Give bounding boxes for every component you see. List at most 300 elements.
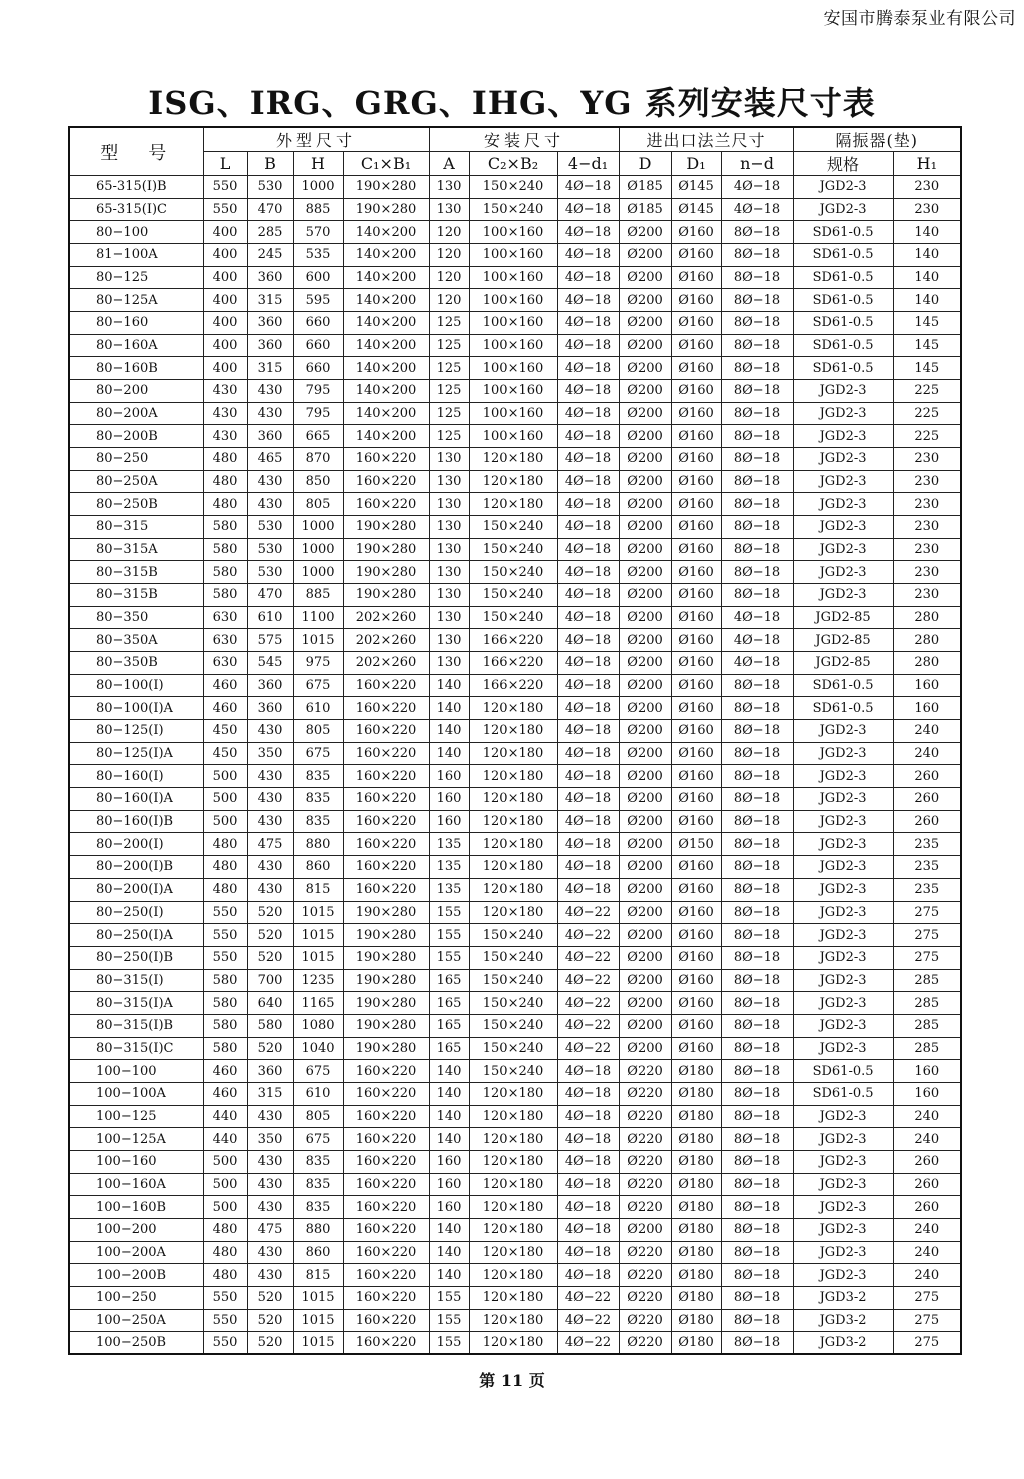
subheader-cell: D: [619, 152, 671, 176]
value-cell: 230: [893, 448, 961, 471]
value-cell: 545: [247, 652, 293, 675]
value-cell: Ø160: [671, 470, 721, 493]
value-cell: 400: [203, 266, 247, 289]
subheader-cell: C₂×B₂: [469, 152, 557, 176]
value-cell: SD61-0.5: [793, 312, 893, 335]
value-cell: 155: [429, 901, 469, 924]
model-cell: 80−160: [69, 312, 203, 335]
value-cell: 580: [203, 516, 247, 539]
value-cell: 275: [893, 1332, 961, 1355]
model-cell: 100−160A: [69, 1173, 203, 1196]
value-cell: 8Ø−18: [721, 289, 793, 312]
value-cell: 4Ø−18: [557, 697, 619, 720]
value-cell: 4Ø−18: [557, 1241, 619, 1264]
value-cell: 400: [203, 357, 247, 380]
value-cell: 8Ø−18: [721, 1173, 793, 1196]
value-cell: JGD2-3: [793, 402, 893, 425]
value-cell: Ø160: [671, 312, 721, 335]
value-cell: 4Ø−18: [557, 198, 619, 221]
value-cell: 8Ø−18: [721, 1014, 793, 1037]
value-cell: 360: [247, 674, 293, 697]
value-cell: 470: [247, 198, 293, 221]
value-cell: 260: [893, 788, 961, 811]
value-cell: 230: [893, 516, 961, 539]
value-cell: 440: [203, 1128, 247, 1151]
value-cell: 8Ø−18: [721, 538, 793, 561]
value-cell: 160×220: [343, 1309, 429, 1332]
value-cell: Ø200: [619, 1014, 671, 1037]
value-cell: 675: [293, 742, 343, 765]
table-row: [69, 901, 961, 924]
value-cell: 575: [247, 629, 293, 652]
value-cell: 140: [429, 1060, 469, 1083]
model-cell: 80−100(I): [69, 674, 203, 697]
value-cell: Ø160: [671, 516, 721, 539]
value-cell: 275: [893, 901, 961, 924]
value-cell: 4Ø−18: [557, 1082, 619, 1105]
table-body: [69, 176, 961, 1355]
value-cell: 240: [893, 1128, 961, 1151]
group-header-outline: 外型尺寸: [203, 127, 429, 152]
value-cell: 975: [293, 652, 343, 675]
value-cell: 4Ø−22: [557, 1309, 619, 1332]
value-cell: 430: [247, 402, 293, 425]
value-cell: 100×160: [469, 221, 557, 244]
value-cell: 4Ø−18: [557, 742, 619, 765]
value-cell: 202×260: [343, 606, 429, 629]
value-cell: Ø220: [619, 1060, 671, 1083]
value-cell: 580: [203, 992, 247, 1015]
value-cell: JGD2-3: [793, 425, 893, 448]
model-cell: 80−100: [69, 221, 203, 244]
value-cell: JGD2-85: [793, 606, 893, 629]
model-cell: 80−100(I)A: [69, 697, 203, 720]
value-cell: 8Ø−18: [721, 1037, 793, 1060]
value-cell: 520: [247, 1332, 293, 1355]
value-cell: Ø200: [619, 969, 671, 992]
page-number: 第 11 页: [479, 1371, 545, 1390]
value-cell: 610: [247, 606, 293, 629]
model-cell: 100−160: [69, 1150, 203, 1173]
value-cell: 8Ø−18: [721, 1150, 793, 1173]
value-cell: 660: [293, 357, 343, 380]
value-cell: Ø180: [671, 1150, 721, 1173]
table-row: [69, 1218, 961, 1241]
value-cell: 580: [203, 561, 247, 584]
value-cell: 835: [293, 1173, 343, 1196]
table-row: [69, 652, 961, 675]
model-cell: 80−160(I)A: [69, 788, 203, 811]
subheader-cell: 规格: [793, 152, 893, 176]
model-cell: 80−200: [69, 380, 203, 403]
value-cell: 430: [203, 380, 247, 403]
value-cell: Ø160: [671, 493, 721, 516]
value-cell: Ø200: [619, 788, 671, 811]
value-cell: 550: [203, 924, 247, 947]
table-row: [69, 198, 961, 221]
value-cell: 8Ø−18: [721, 1196, 793, 1219]
value-cell: 675: [293, 1060, 343, 1083]
value-cell: 100×160: [469, 244, 557, 267]
value-cell: JGD2-3: [793, 538, 893, 561]
value-cell: 550: [203, 901, 247, 924]
value-cell: 4Ø−18: [557, 1196, 619, 1219]
value-cell: 150×240: [469, 1014, 557, 1037]
table-row: [69, 969, 961, 992]
value-cell: 160×220: [343, 697, 429, 720]
value-cell: 660: [293, 334, 343, 357]
value-cell: 8Ø−18: [721, 244, 793, 267]
value-cell: 130: [429, 176, 469, 199]
value-cell: 4Ø−18: [721, 606, 793, 629]
value-cell: JGD2-85: [793, 629, 893, 652]
value-cell: 160×220: [343, 878, 429, 901]
value-cell: 8Ø−18: [721, 334, 793, 357]
value-cell: Ø200: [619, 1037, 671, 1060]
value-cell: 1015: [293, 924, 343, 947]
value-cell: 665: [293, 425, 343, 448]
value-cell: JGD2-3: [793, 448, 893, 471]
value-cell: 4Ø−22: [557, 924, 619, 947]
model-cell: 80−160A: [69, 334, 203, 357]
value-cell: Ø220: [619, 1082, 671, 1105]
value-cell: 140: [893, 289, 961, 312]
value-cell: 480: [203, 878, 247, 901]
value-cell: 530: [247, 561, 293, 584]
value-cell: 4Ø−18: [721, 652, 793, 675]
value-cell: 140: [429, 742, 469, 765]
value-cell: 8Ø−18: [721, 448, 793, 471]
model-cell: 100−250B: [69, 1332, 203, 1355]
model-cell: 65-315(I)C: [69, 198, 203, 221]
value-cell: 360: [247, 425, 293, 448]
table-row: [69, 538, 961, 561]
value-cell: 120: [429, 289, 469, 312]
value-cell: 120×180: [469, 1196, 557, 1219]
value-cell: Ø160: [671, 742, 721, 765]
value-cell: 225: [893, 425, 961, 448]
value-cell: 880: [293, 833, 343, 856]
value-cell: 530: [247, 538, 293, 561]
value-cell: SD61-0.5: [793, 289, 893, 312]
value-cell: JGD2-3: [793, 788, 893, 811]
table-row: [69, 674, 961, 697]
value-cell: Ø160: [671, 584, 721, 607]
table-row: [69, 402, 961, 425]
value-cell: 160×220: [343, 1105, 429, 1128]
model-cell: 80−315: [69, 516, 203, 539]
value-cell: 125: [429, 380, 469, 403]
value-cell: JGD3-2: [793, 1309, 893, 1332]
value-cell: 165: [429, 969, 469, 992]
value-cell: Ø160: [671, 425, 721, 448]
installation-dimension-table: [68, 126, 962, 1355]
value-cell: 360: [247, 266, 293, 289]
value-cell: Ø160: [671, 606, 721, 629]
value-cell: 100×160: [469, 402, 557, 425]
value-cell: 550: [203, 1286, 247, 1309]
value-cell: 8Ø−18: [721, 380, 793, 403]
value-cell: 155: [429, 1332, 469, 1355]
value-cell: 8Ø−18: [721, 221, 793, 244]
value-cell: 160: [429, 1173, 469, 1196]
value-cell: 125: [429, 402, 469, 425]
value-cell: 160×220: [343, 1286, 429, 1309]
table-row: [69, 561, 961, 584]
value-cell: 520: [247, 901, 293, 924]
value-cell: 835: [293, 1196, 343, 1219]
table-row: [69, 1060, 961, 1083]
value-cell: 8Ø−18: [721, 1286, 793, 1309]
value-cell: 140×200: [343, 312, 429, 335]
value-cell: 1080: [293, 1014, 343, 1037]
group-header-isolator: 隔振器(垫): [793, 127, 961, 152]
value-cell: 4Ø−18: [557, 380, 619, 403]
value-cell: 8Ø−18: [721, 402, 793, 425]
model-cell: 100−125: [69, 1105, 203, 1128]
value-cell: Ø200: [619, 221, 671, 244]
value-cell: 860: [293, 856, 343, 879]
value-cell: 120×180: [469, 697, 557, 720]
value-cell: 190×280: [343, 538, 429, 561]
table-row: [69, 380, 961, 403]
value-cell: 285: [893, 1014, 961, 1037]
table-row: [69, 584, 961, 607]
value-cell: Ø200: [619, 810, 671, 833]
model-cell: 100−100: [69, 1060, 203, 1083]
value-cell: 190×280: [343, 198, 429, 221]
value-cell: 120: [429, 244, 469, 267]
value-cell: Ø200: [619, 425, 671, 448]
value-cell: 480: [203, 1218, 247, 1241]
value-cell: 140×200: [343, 357, 429, 380]
value-cell: 835: [293, 788, 343, 811]
value-cell: 120: [429, 266, 469, 289]
value-cell: 275: [893, 1286, 961, 1309]
value-cell: 230: [893, 561, 961, 584]
value-cell: 130: [429, 470, 469, 493]
value-cell: 190×280: [343, 992, 429, 1015]
value-cell: 160×220: [343, 470, 429, 493]
value-cell: 240: [893, 1218, 961, 1241]
value-cell: Ø200: [619, 357, 671, 380]
value-cell: Ø200: [619, 493, 671, 516]
value-cell: 500: [203, 765, 247, 788]
value-cell: 8Ø−18: [721, 584, 793, 607]
value-cell: JGD2-3: [793, 765, 893, 788]
value-cell: Ø220: [619, 1105, 671, 1128]
value-cell: 1015: [293, 1309, 343, 1332]
value-cell: 120×180: [469, 1173, 557, 1196]
value-cell: 120×180: [469, 878, 557, 901]
value-cell: 130: [429, 538, 469, 561]
value-cell: JGD2-3: [793, 1037, 893, 1060]
value-cell: Ø200: [619, 1218, 671, 1241]
value-cell: JGD2-3: [793, 878, 893, 901]
value-cell: 285: [893, 969, 961, 992]
value-cell: 160: [893, 697, 961, 720]
value-cell: 140×200: [343, 289, 429, 312]
value-cell: 160: [429, 765, 469, 788]
value-cell: 580: [203, 1014, 247, 1037]
value-cell: 360: [247, 1060, 293, 1083]
value-cell: 165: [429, 1014, 469, 1037]
value-cell: Ø200: [619, 334, 671, 357]
value-cell: 8Ø−18: [721, 266, 793, 289]
value-cell: 550: [203, 1332, 247, 1355]
model-cell: 65-315(I)B: [69, 176, 203, 199]
value-cell: 140×200: [343, 221, 429, 244]
value-cell: 235: [893, 878, 961, 901]
model-cell: 80−160(I)B: [69, 810, 203, 833]
value-cell: 120×180: [469, 1082, 557, 1105]
subheader-cell: L: [203, 152, 247, 176]
table-row: [69, 448, 961, 471]
value-cell: 4Ø−18: [557, 493, 619, 516]
value-cell: SD61-0.5: [793, 244, 893, 267]
table-row: [69, 221, 961, 244]
table-row: [69, 833, 961, 856]
value-cell: 190×280: [343, 969, 429, 992]
value-cell: 520: [247, 946, 293, 969]
value-cell: Ø200: [619, 697, 671, 720]
value-cell: Ø200: [619, 448, 671, 471]
value-cell: Ø185: [619, 198, 671, 221]
model-cell: 80−200(I)A: [69, 878, 203, 901]
value-cell: Ø160: [671, 697, 721, 720]
value-cell: JGD2-3: [793, 561, 893, 584]
value-cell: 155: [429, 1309, 469, 1332]
value-cell: Ø180: [671, 1173, 721, 1196]
value-cell: 190×280: [343, 516, 429, 539]
value-cell: JGD2-3: [793, 1196, 893, 1219]
table-row: [69, 992, 961, 1015]
value-cell: 150×240: [469, 992, 557, 1015]
value-cell: 8Ø−18: [721, 425, 793, 448]
value-cell: 315: [247, 357, 293, 380]
value-cell: 150×240: [469, 538, 557, 561]
value-cell: 225: [893, 380, 961, 403]
subheader-cell: H: [293, 152, 343, 176]
value-cell: 150×240: [469, 198, 557, 221]
value-cell: Ø160: [671, 334, 721, 357]
value-cell: Ø200: [619, 674, 671, 697]
value-cell: 1015: [293, 629, 343, 652]
value-cell: 430: [203, 425, 247, 448]
value-cell: Ø200: [619, 470, 671, 493]
value-cell: 4Ø−18: [557, 1060, 619, 1083]
value-cell: 140: [429, 1264, 469, 1287]
value-cell: 160×220: [343, 720, 429, 743]
value-cell: 160×220: [343, 1264, 429, 1287]
value-cell: JGD2-3: [793, 810, 893, 833]
value-cell: Ø220: [619, 1286, 671, 1309]
value-cell: 100×160: [469, 334, 557, 357]
value-cell: 1000: [293, 561, 343, 584]
value-cell: 475: [247, 833, 293, 856]
value-cell: 8Ø−18: [721, 765, 793, 788]
value-cell: 1000: [293, 516, 343, 539]
model-cell: 80−200B: [69, 425, 203, 448]
value-cell: 4Ø−18: [557, 1218, 619, 1241]
value-cell: 4Ø−22: [557, 1014, 619, 1037]
value-cell: Ø220: [619, 1150, 671, 1173]
value-cell: 430: [247, 720, 293, 743]
value-cell: Ø160: [671, 924, 721, 947]
value-cell: 350: [247, 742, 293, 765]
value-cell: 4Ø−18: [557, 516, 619, 539]
value-cell: Ø180: [671, 1309, 721, 1332]
value-cell: 160×220: [343, 1218, 429, 1241]
model-header: 型 号: [69, 127, 203, 176]
table-row: [69, 1037, 961, 1060]
value-cell: 870: [293, 448, 343, 471]
value-cell: 530: [247, 516, 293, 539]
value-cell: Ø180: [671, 1218, 721, 1241]
value-cell: 8Ø−18: [721, 1218, 793, 1241]
table-row: [69, 1173, 961, 1196]
value-cell: 530: [247, 176, 293, 199]
value-cell: 580: [247, 1014, 293, 1037]
value-cell: 140×200: [343, 380, 429, 403]
value-cell: Ø200: [619, 606, 671, 629]
table-row: [69, 1014, 961, 1037]
value-cell: 285: [247, 221, 293, 244]
table-row: [69, 1309, 961, 1332]
value-cell: 275: [893, 1309, 961, 1332]
value-cell: 160×220: [343, 1241, 429, 1264]
value-cell: 140×200: [343, 425, 429, 448]
value-cell: 160×220: [343, 765, 429, 788]
value-cell: 240: [893, 742, 961, 765]
value-cell: Ø200: [619, 266, 671, 289]
value-cell: 4Ø−18: [557, 1128, 619, 1151]
value-cell: 835: [293, 765, 343, 788]
value-cell: 880: [293, 1218, 343, 1241]
value-cell: 440: [203, 1105, 247, 1128]
value-cell: 120×180: [469, 493, 557, 516]
value-cell: JGD2-3: [793, 1173, 893, 1196]
value-cell: 4Ø−18: [557, 1264, 619, 1287]
value-cell: 140: [429, 720, 469, 743]
value-cell: 520: [247, 924, 293, 947]
value-cell: 230: [893, 584, 961, 607]
value-cell: 190×280: [343, 946, 429, 969]
value-cell: 835: [293, 810, 343, 833]
value-cell: Ø200: [619, 289, 671, 312]
value-cell: 640: [247, 992, 293, 1015]
value-cell: 160: [429, 1150, 469, 1173]
value-cell: JGD3-2: [793, 1286, 893, 1309]
value-cell: Ø200: [619, 924, 671, 947]
value-cell: 4Ø−18: [557, 878, 619, 901]
table-row: [69, 425, 961, 448]
value-cell: 140: [429, 1082, 469, 1105]
value-cell: 1040: [293, 1037, 343, 1060]
value-cell: 8Ø−18: [721, 901, 793, 924]
value-cell: 260: [893, 810, 961, 833]
model-cell: 80−315B: [69, 561, 203, 584]
value-cell: 675: [293, 674, 343, 697]
value-cell: SD61-0.5: [793, 697, 893, 720]
value-cell: 190×280: [343, 176, 429, 199]
value-cell: 125: [429, 357, 469, 380]
value-cell: 580: [203, 969, 247, 992]
value-cell: 275: [893, 924, 961, 947]
value-cell: 120×180: [469, 1332, 557, 1355]
value-cell: 350: [247, 1128, 293, 1151]
value-cell: 135: [429, 833, 469, 856]
